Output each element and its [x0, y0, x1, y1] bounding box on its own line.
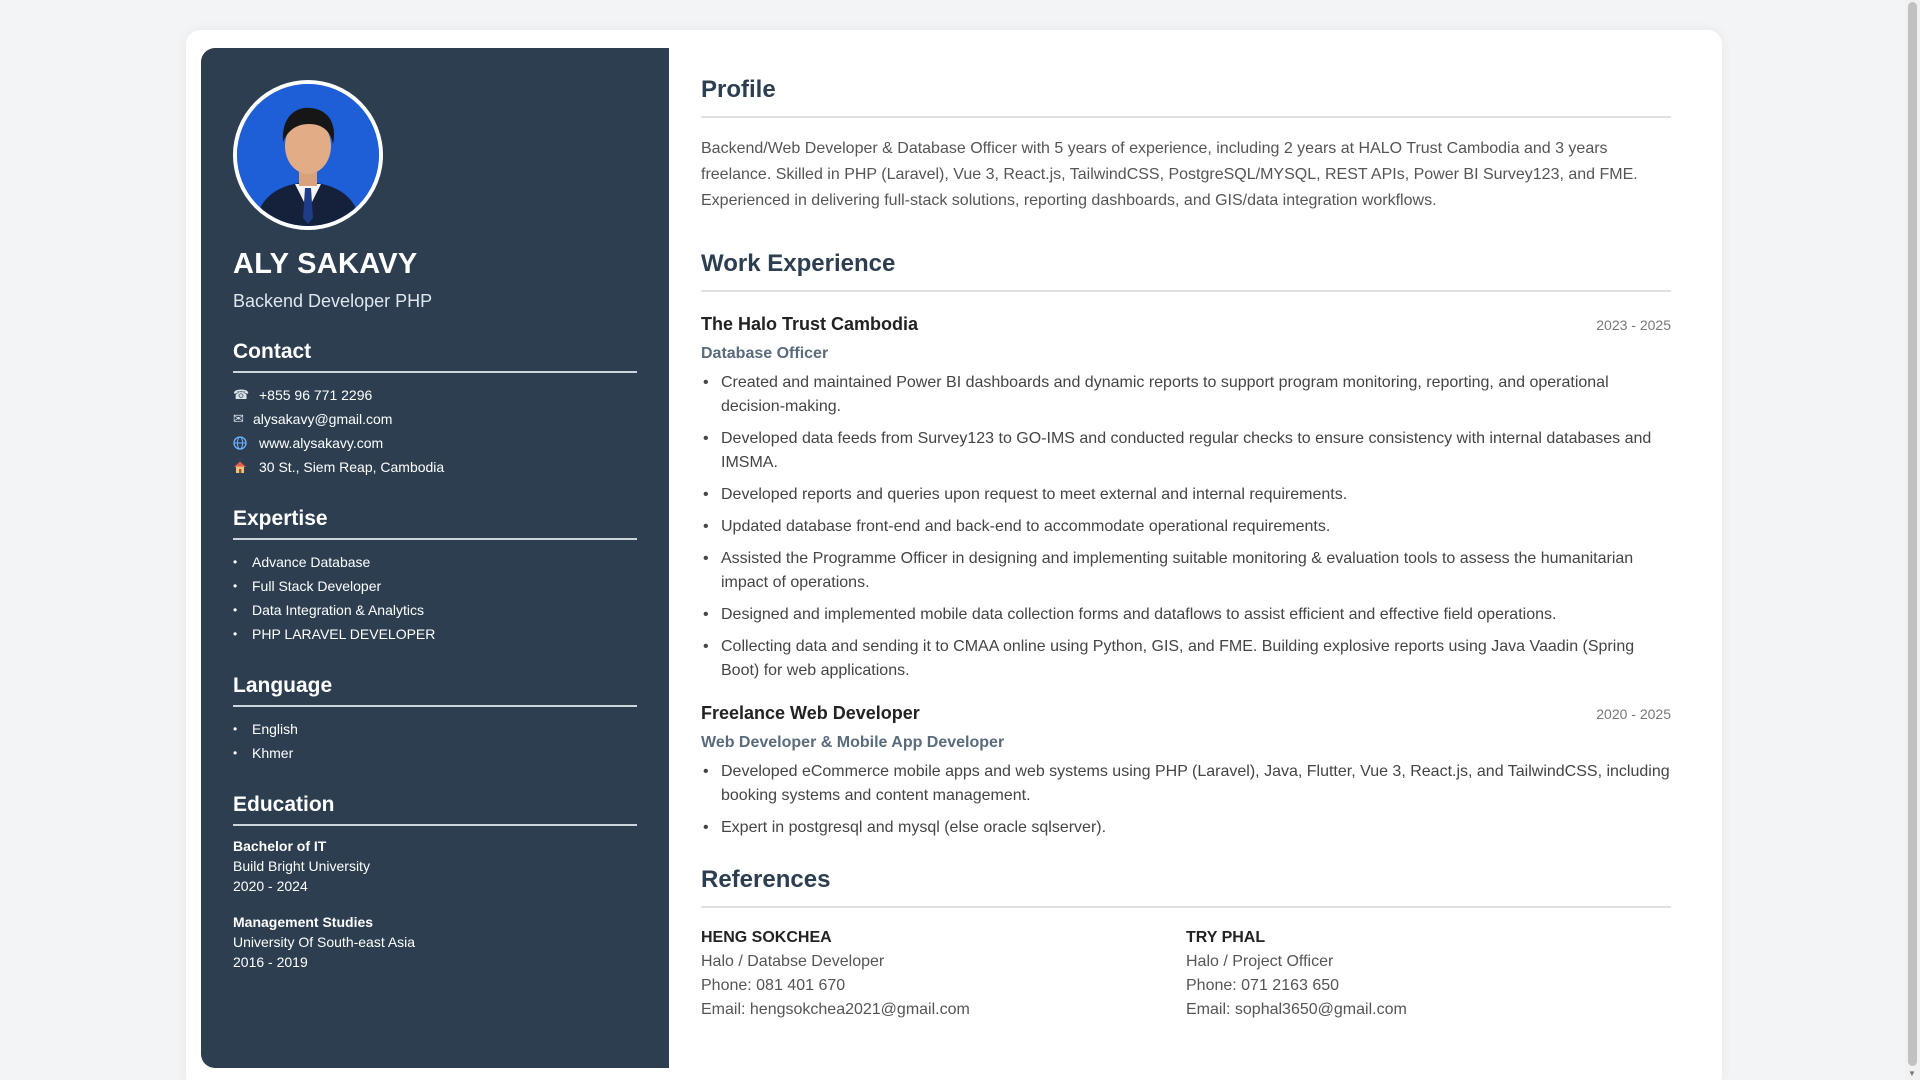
references-section — [701, 866, 1671, 1022]
list-item: • Developed reports and queries upon request to meet external and internal requirements. — [701, 483, 1671, 507]
job-company: The Halo Trust Cambodia — [701, 314, 919, 334]
candidate-name: ALY SAKAVY — [233, 248, 418, 280]
contact-phone — [233, 383, 637, 407]
contact-email — [233, 407, 637, 431]
education-degree: Bachelor of IT — [233, 838, 327, 854]
contact-heading: Contact — [233, 340, 637, 373]
education-years: 2016 - 2019 — [233, 954, 308, 970]
education-item — [233, 912, 637, 972]
education-school: Build Bright University — [233, 858, 370, 874]
education-years: 2020 - 2024 — [233, 878, 308, 894]
education-degree: Management Studies — [233, 914, 374, 930]
profile-photo — [233, 80, 383, 230]
job-bullets — [701, 760, 1671, 840]
language-section — [233, 674, 637, 765]
education-heading: Education — [233, 793, 637, 826]
list-item: • Data Integration & Analytics — [233, 598, 637, 622]
list-item: • Full Stack Developer — [233, 574, 637, 598]
email-icon: ✉ — [233, 411, 244, 426]
profile-heading: Profile — [701, 76, 1671, 118]
job-role: Database Officer — [701, 345, 829, 362]
list-item: • Collecting data and sending it to CMAA online using Python, GIS, and FME. Building explosive reports using Java Vaadin (Spring Boot) for web applications. — [701, 635, 1671, 683]
resume — [201, 48, 1703, 1068]
vertical-scrollbar[interactable] — [1905, 0, 1920, 1080]
work-heading: Work Experience — [701, 250, 1671, 292]
expertise-list — [233, 550, 637, 646]
job-years: 2023 - 2025 — [1596, 317, 1671, 333]
avatar-illustration-icon — [237, 84, 379, 226]
list-item: • Updated database front-end and back-end to accommodate operational requirements. — [701, 515, 1671, 539]
contact-address-text: 30 St., Siem Reap, Cambodia — [259, 459, 445, 475]
reference-card — [1186, 926, 1671, 1022]
scroll-down-arrow-icon[interactable]: ▼ — [1908, 1069, 1916, 1078]
contact-website — [233, 431, 637, 455]
globe-icon — [233, 436, 259, 450]
expertise-section — [233, 507, 637, 646]
list-item: • Developed data feeds from Survey123 to GO-IMS and conducted regular checks to ensure consistency with internal databases and IMSMA. — [701, 427, 1671, 475]
reference-email: Email: sophal3650@gmail.com — [1186, 1001, 1407, 1018]
job-entry — [701, 703, 1671, 840]
job-bullets — [701, 371, 1671, 683]
main-content — [669, 48, 1703, 1068]
contact-website-text: www.alysakavy.com — [259, 435, 384, 451]
job-role: Web Developer & Mobile App Developer — [701, 734, 1005, 751]
contact-email-text: alysakavy@gmail.com — [253, 411, 393, 427]
language-list — [233, 717, 637, 765]
scrollbar-thumb[interactable] — [1908, 2, 1917, 1066]
reference-email: Email: hengsokchea2021@gmail.com — [701, 1001, 970, 1018]
phone-icon: ☎ — [233, 387, 250, 402]
candidate-title: Backend Developer PHP — [233, 291, 433, 311]
reference-org: Halo / Project Officer — [1186, 953, 1334, 970]
profile-section — [701, 76, 1671, 214]
home-icon — [233, 460, 259, 474]
list-item: • Expert in postgresql and mysql (else oracle sqlserver). — [701, 816, 1671, 840]
education-section — [233, 793, 637, 972]
list-item: • Developed eCommerce mobile apps and web systems using PHP (Laravel), Java, Flutter, Vue 3, React.js, and TailwindCSS, including booking systems and content management. — [701, 760, 1671, 808]
job-company: Freelance Web Developer — [701, 703, 920, 723]
job-entry — [701, 314, 1671, 683]
references-heading: References — [701, 866, 1671, 908]
references-list — [701, 926, 1671, 1022]
reference-card — [701, 926, 1186, 1022]
reference-name: TRY PHAL — [1186, 929, 1266, 946]
reference-phone: Phone: 081 401 670 — [701, 977, 846, 994]
reference-phone: Phone: 071 2163 650 — [1186, 977, 1340, 994]
list-item: • Khmer — [233, 741, 637, 765]
list-item: • Assisted the Programme Officer in designing and implementing suitable monitoring & evaluation tools to assess the humanitarian impact of operations. — [701, 547, 1671, 595]
reference-name: HENG SOKCHEA — [701, 929, 832, 946]
contact-section — [233, 340, 637, 479]
contact-address — [233, 455, 637, 479]
list-item: • Advance Database — [233, 550, 637, 574]
job-years: 2020 - 2025 — [1596, 706, 1671, 722]
sidebar — [201, 48, 669, 1068]
contact-phone-text: +855 96 771 2296 — [259, 387, 373, 403]
reference-org: Halo / Databse Developer — [701, 953, 885, 970]
profile-summary: Backend/Web Developer & Database Officer with 5 years of experience, including 2 years at HALO Trust Cambodia and 3 years freelance. Skilled in PHP (Laravel), Vue 3, React.js, TailwindCSS, PostgreSQL/MYSQL, REST APIs, Power BI Survey123, and FME. Experienced in delivering full-stack solutions, reporting dashboards, and GIS/data integration workflows. — [701, 140, 1638, 209]
education-item — [233, 836, 637, 896]
list-item: • PHP LARAVEL DEVELOPER — [233, 622, 637, 646]
education-school: University Of South-east Asia — [233, 934, 416, 950]
list-item: • Created and maintained Power BI dashboards and dynamic reports to support program monitoring, reporting, and operational decision-making. — [701, 371, 1671, 419]
list-item: • Designed and implemented mobile data collection forms and dataflows to assist efficient and effective field operations. — [701, 603, 1671, 627]
language-heading: Language — [233, 674, 637, 707]
work-section — [701, 250, 1671, 840]
expertise-heading: Expertise — [233, 507, 637, 540]
list-item: • English — [233, 717, 637, 741]
